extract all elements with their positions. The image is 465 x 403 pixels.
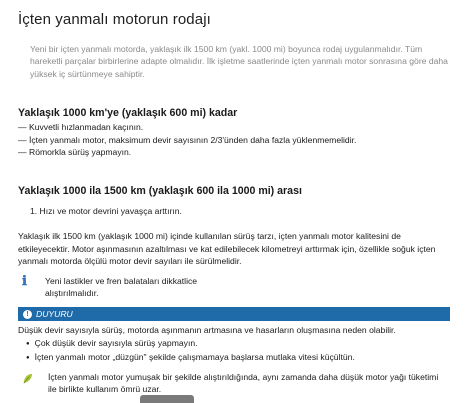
page-title: İçten yanmalı motorun rodajı bbox=[18, 11, 211, 28]
tip-text: Yeni lastikler ve fren balataları dikkatlice alıştırılmalıdır. bbox=[45, 276, 198, 298]
list-item: ● İçten yanmalı motor „düzgün" şekilde çalışmamaya başlarsa mutlaka vitesi küçültün. bbox=[26, 351, 355, 365]
step-item: 1. Hızı ve motor devrini yavaşça arttırın. bbox=[30, 206, 182, 216]
notice-label: DUYURU bbox=[36, 309, 73, 319]
body-paragraph: Yaklaşık ilk 1500 km (yaklaşık 1000 mi) içinde kullanılan sürüş tarzı, içten yanmalı motor kalitesini de etkileyecektir. Motor aşınmasının azaltılması ve kat edilebilecek kilometreyi arttırmak için, özellikle soğuk içten yanmalı motorda ölçülü motor devir sayıları ile sürülmelidir. bbox=[18, 231, 436, 266]
precaution-list bbox=[18, 121, 356, 159]
tooltip-tab bbox=[140, 395, 194, 403]
notice-text: Düşük devir sayısıyla sürüş, motorda aşınmanın artmasına ve hasarların oluşmasına neden olabilir. bbox=[18, 325, 396, 335]
environment-note: İçten yanmalı motor yumuşak bir şekilde alıştırıldığında, aynı zamanda daha düşük motor yağı tüketimi ile birlikte kullanım ömrü uzar. bbox=[48, 372, 439, 395]
environment-leaf-icon bbox=[22, 373, 33, 384]
notice-header bbox=[18, 307, 450, 321]
intro-text: Yeni bir içten yanmalı motorda, yaklaşık ilk 1500 km (yakl. 1000 mi) boyunca rodaj uygulanmalıdır. Tüm hareketli parçalar birbirlerine adapte olmalıdır. İlk işletme saatlerinde içten yanmalı motor sonrasına göre daha yüksek iç sürtünmeye sahiptir. bbox=[30, 44, 448, 79]
section-heading-1000km: Yaklaşık 1000 km'ye (yaklaşık 600 mi) kadar bbox=[18, 107, 238, 119]
notice-icon: ! bbox=[23, 310, 32, 319]
list-item: — İçten yanmalı motor, maksimum devir sayısının 2/3'ünden daha fazla yüklenmemelidir. bbox=[18, 134, 357, 145]
list-item: — Kuvvetli hızlanmadan kaçının. bbox=[18, 122, 144, 132]
section-heading-1000-1500km: Yaklaşık 1000 ila 1500 km (yaklaşık 600 ila 1000 mi) arası bbox=[18, 185, 302, 197]
list-item: ● Çok düşük devir sayısıyla sürüş yapmayın. bbox=[26, 337, 355, 351]
list-item: — Römorkla sürüş yapmayın. bbox=[18, 147, 132, 158]
notice-bullet-list bbox=[26, 337, 355, 365]
tip-info-icon: ℹ bbox=[22, 274, 27, 289]
